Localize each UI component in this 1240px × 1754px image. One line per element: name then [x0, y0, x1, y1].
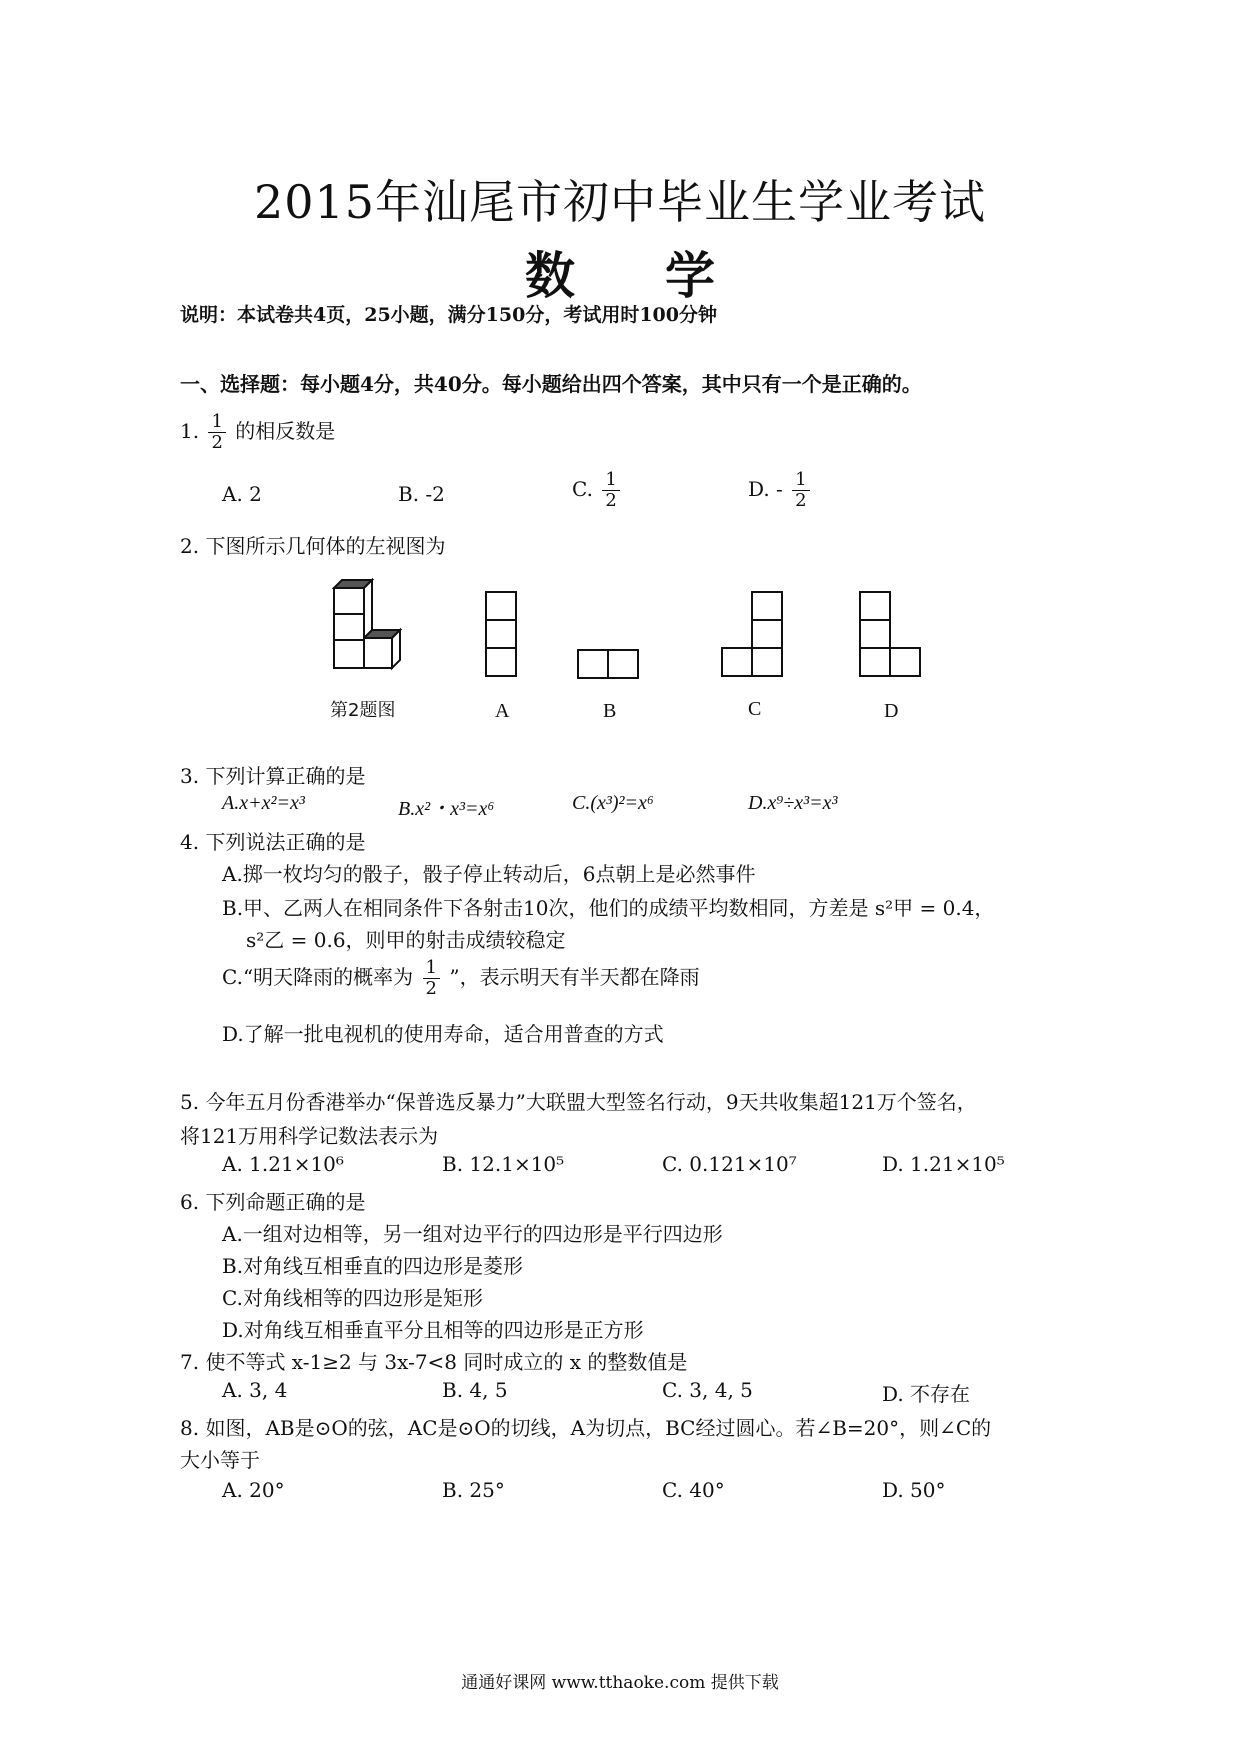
question-text: 的相反数是	[235, 418, 336, 443]
q4-option-d: D.了解一批电视机的使用寿命，适合用普查的方式	[222, 1022, 664, 1046]
q4-option-a: A.掷一枚均匀的骰子，骰子停止转动后，6点朝上是必然事件	[222, 862, 756, 886]
q2-option-a-label: A	[495, 700, 510, 722]
question-4	[180, 826, 365, 855]
q4-option-c	[222, 958, 700, 999]
question-5-line2: 将121万用科学记数法表示为	[180, 1124, 439, 1148]
fraction	[602, 470, 619, 511]
q1-option-a: A. 2	[222, 482, 262, 506]
fraction-numerator: 1	[792, 470, 809, 491]
question-text: 如图，AB是⊙O的弦，AC是⊙O的切线，A为切点，BC经过圆心。若∠B=20°，则∠C的	[205, 1416, 992, 1440]
q4-option-b-line1: B.甲、乙两人在相同条件下各射击10次，他们的成绩平均数相同，方差是 s²甲 = 0.4，	[222, 896, 995, 920]
question-number: 6.	[180, 1190, 200, 1214]
fraction	[792, 470, 809, 511]
q8-option-d: D. 50°	[882, 1478, 946, 1502]
q5-option-c: C. 0.121×10⁷	[662, 1152, 797, 1176]
option-label: C.	[572, 476, 593, 501]
option-label: D. -	[748, 476, 783, 501]
q1-option-c	[572, 470, 623, 511]
q2-option-d-figure	[856, 590, 926, 680]
q5-option-d: D. 1.21×10⁵	[882, 1152, 1005, 1176]
q1-option-d	[748, 470, 813, 511]
q8-option-a: A. 20°	[222, 1478, 285, 1502]
question-8-line2: 大小等于	[180, 1448, 260, 1472]
exam-title: 2015年汕尾市初中毕业生学业考试	[253, 175, 987, 229]
section-heading: 一、选择题：每小题4分，共40分。每小题给出四个答案，其中只有一个是正确的。	[180, 372, 922, 396]
fraction-denominator: 2	[211, 431, 223, 453]
q8-option-b: B. 25°	[442, 1478, 505, 1502]
q3-option-a: A.x+x²=x³	[222, 792, 305, 814]
fraction-numerator: 1	[208, 412, 225, 433]
question-text: 下列说法正确的是	[205, 830, 366, 854]
figure-caption: 第2题图	[330, 700, 396, 721]
q3-option-b: B.x²・x³=x⁶	[398, 798, 495, 820]
fraction-numerator: 1	[602, 470, 619, 491]
q2-option-c-figure	[720, 590, 790, 680]
q2-option-b-figure	[576, 648, 642, 684]
solid-figure	[330, 578, 410, 688]
question-number: 7.	[180, 1350, 200, 1374]
exam-instructions: 说明：本试卷共4页，25小题，满分150分，考试用时100分钟	[180, 304, 717, 326]
q3-option-c: C.(x³)²=x⁶	[572, 792, 654, 814]
question-text: 下列命题正确的是	[205, 1190, 366, 1214]
question-text: 使不等式 x-1≥2 与 3x-7<8 同时成立的 x 的整数值是	[205, 1350, 688, 1374]
question-1	[180, 412, 335, 453]
q3-option-d: D.x⁹÷x³=x³	[748, 792, 838, 814]
q2-option-d-label: D	[884, 700, 899, 722]
q7-option-d: D. 不存在	[882, 1382, 971, 1406]
fraction-denominator: 2	[605, 489, 617, 511]
subject-title: 数学	[525, 246, 805, 305]
question-number: 5.	[180, 1090, 200, 1114]
q6-option-b: B.对角线互相垂直的四边形是菱形	[222, 1254, 524, 1278]
q5-option-b: B. 12.1×10⁵	[442, 1152, 565, 1176]
question-number: 4.	[180, 830, 200, 854]
question-5-line1	[180, 1086, 977, 1115]
fraction-denominator: 2	[795, 489, 807, 511]
question-text: 下列计算正确的是	[205, 764, 366, 788]
question-number: 3.	[180, 764, 200, 788]
question-text: 今年五月份香港举办“保普选反暴力”大联盟大型签名行动，9天共收集超121万个签名，	[205, 1090, 977, 1114]
option-text: ”，表示明天有半天都在降雨	[449, 964, 700, 989]
q8-option-c: C. 40°	[662, 1478, 725, 1502]
question-7	[180, 1346, 687, 1375]
q4-option-b-line2: s²乙 = 0.6，则甲的射击成绩较稳定	[246, 928, 566, 952]
q7-option-a: A. 3, 4	[222, 1378, 288, 1402]
fraction	[208, 412, 225, 453]
question-text: 下图所示几何体的左视图为	[205, 534, 446, 558]
q6-option-a: A.一组对边相等，另一组对边平行的四边形是平行四边形	[222, 1222, 723, 1246]
fraction-denominator: 2	[425, 977, 437, 999]
question-8-line1	[180, 1412, 991, 1441]
question-3	[180, 760, 365, 789]
fraction	[423, 958, 440, 999]
q5-option-a: A. 1.21×10⁶	[222, 1152, 344, 1176]
q2-option-b-label: B	[603, 700, 617, 722]
question-number: 1.	[180, 418, 200, 443]
question-6	[180, 1186, 365, 1215]
q2-option-c-label: C	[748, 698, 762, 720]
q7-option-b: B. 4, 5	[442, 1378, 508, 1402]
question-number: 2.	[180, 534, 200, 558]
q6-option-c: C.对角线相等的四边形是矩形	[222, 1286, 483, 1310]
question-2	[180, 530, 445, 559]
option-text: C.“明天降雨的概率为	[222, 964, 414, 989]
question-number: 8.	[180, 1416, 200, 1440]
q6-option-d: D.对角线互相垂直平分且相等的四边形是正方形	[222, 1318, 644, 1342]
fraction-numerator: 1	[423, 958, 440, 979]
q7-option-c: C. 3, 4, 5	[662, 1378, 753, 1402]
q2-option-a-figure	[482, 590, 522, 680]
q1-option-b: B. -2	[398, 482, 445, 506]
footer-credit: 通通好课网 www.tthaoke.com 提供下载	[461, 1673, 779, 1693]
